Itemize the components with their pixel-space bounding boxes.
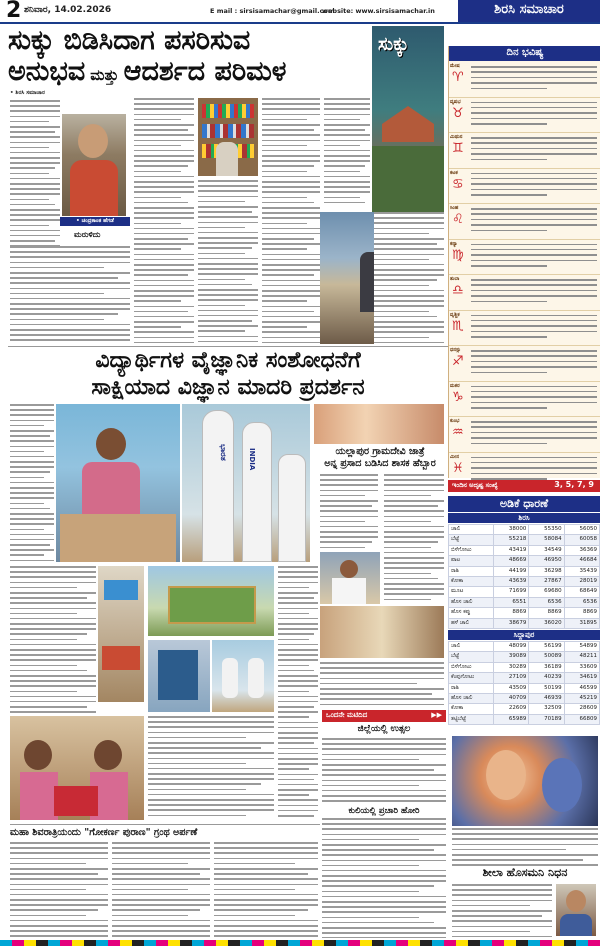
price-value: 48099 — [494, 642, 529, 652]
page-number: 2 — [6, 0, 22, 23]
horoscope-row — [449, 98, 600, 134]
science-headline-line2: ಸಾಕ್ಷಿಯಾದ ವಿಜ್ಞಾನ ಮಾದರಿ ಪ್ರದರ್ಶನ — [91, 375, 365, 400]
horoscope-row — [449, 169, 600, 205]
price-row — [449, 673, 600, 683]
price-value: 39089 — [494, 652, 529, 662]
science-body-col2 — [148, 716, 274, 820]
lead-author-photo — [62, 114, 126, 216]
ondane-body — [322, 738, 446, 804]
yellapur-headline — [312, 446, 448, 470]
yellapur-headline-line2: ಅನ್ನ ಪ್ರಸಾದ ಬಡಿಸಿದ ಶಾಸಕ ಹೆಬ್ಬಾರ — [324, 458, 436, 469]
price-value: 65989 — [494, 714, 529, 724]
science-body-col1b — [10, 566, 96, 714]
zodiac-sign-icon: ♑ — [452, 389, 464, 405]
horoscope-text — [471, 102, 597, 130]
price-value: 38679 — [494, 618, 529, 628]
zodiac-sign-icon: ♍ — [452, 247, 464, 263]
price-value: 6536 — [564, 597, 599, 607]
horoscope-list — [449, 62, 600, 488]
science-student-photo — [56, 404, 180, 562]
price-value: 69680 — [529, 587, 564, 597]
price-value: 55350 — [529, 525, 564, 535]
horoscope-text — [471, 137, 597, 165]
adike-title-bar — [448, 496, 600, 512]
zodiac-sign-icon: ♏ — [452, 318, 464, 334]
horoscope-text — [471, 173, 597, 201]
price-value: 58084 — [529, 535, 564, 545]
rocket-label-2: INDIA — [248, 448, 256, 471]
book-cover — [372, 26, 444, 212]
price-value: 55218 — [494, 535, 529, 545]
price-value: 50089 — [529, 652, 564, 662]
price-value: 54899 — [564, 642, 599, 652]
price-value: 68649 — [564, 587, 599, 597]
zodiac-sign-icon: ♐ — [452, 354, 464, 369]
ondane-box — [322, 710, 446, 722]
lead-headline-line2b: ಮತ್ತು — [90, 66, 119, 84]
zodiac-sign-name: ಮೀನ — [450, 453, 460, 460]
issue-date: ಶನಿವಾರ, 14.02.2026 — [24, 5, 112, 15]
science-display-photo — [98, 566, 144, 702]
shiva-image — [452, 736, 598, 826]
horoscope-row — [449, 311, 600, 347]
price-row — [449, 545, 600, 555]
price-value: 46599 — [564, 683, 599, 693]
shiva-body — [452, 828, 598, 868]
lead-body-col5 — [324, 98, 370, 208]
horoscope-text — [471, 244, 597, 272]
email: E mail : sirsisamachar@gmail.com — [210, 7, 335, 15]
science-rocket-photo — [182, 404, 310, 562]
price-variety: ಚಾಲಿ — [449, 525, 494, 535]
price-value: 36369 — [564, 545, 599, 555]
price-value: 6536 — [529, 597, 564, 607]
price-variety: ಕೆಂಪುಗೋಟು — [449, 673, 494, 683]
lead-body-col4 — [262, 98, 320, 344]
horoscope-text — [471, 315, 597, 343]
zodiac-sign-name: ತುಲಾ — [450, 276, 460, 282]
header-bar — [0, 0, 600, 24]
horoscope-row — [449, 275, 600, 311]
price-value: 46684 — [564, 556, 599, 566]
price-row — [449, 704, 600, 714]
price-value: 43509 — [494, 683, 529, 693]
zodiac-sign-icon: ♓ — [452, 460, 464, 476]
price-variety: ಹೊಸ ಕಪ್ಪು — [449, 608, 494, 618]
lucky-numbers: 3, 5, 7, 9 — [554, 480, 594, 489]
price-value: 44199 — [494, 566, 529, 576]
horoscope-row — [449, 133, 600, 169]
yellapur-feast-photo — [320, 606, 444, 658]
yellapur-mla-photo — [320, 552, 380, 604]
zodiac-sign-name: ಮೇಷ — [450, 63, 460, 69]
horoscope-row — [449, 417, 600, 453]
price-row — [449, 714, 600, 724]
price-value: 56199 — [529, 642, 564, 652]
lead-photo-caption: • ಚಂದ್ರಕಾಂತ ಹೆಗಡೆ — [60, 217, 130, 226]
lead-byline: • ಶಿರಸಿ ಸಮಾಚಾರ — [10, 90, 45, 96]
zodiac-sign-name: ಮಕರ — [450, 382, 460, 389]
price-value: 36189 — [529, 662, 564, 672]
horoscope-text — [471, 386, 597, 414]
price-value: 56050 — [564, 525, 599, 535]
lead-headline-line2a: ಅನುಭವ — [8, 56, 86, 87]
zodiac-sign-icon: ♒ — [452, 425, 464, 440]
horoscope-row — [449, 204, 600, 240]
price-variety: ರಾಶಿ — [449, 566, 494, 576]
lead-body-col2 — [134, 98, 194, 344]
price-value: 8869 — [529, 608, 564, 618]
website: website: www.sirsisamachar.in — [322, 7, 435, 15]
price-row — [449, 608, 600, 618]
ondane-headline: ಜಿಲ್ಲೆಯಲ್ಲಿ ಉತ್ಸಲ — [357, 724, 411, 734]
price-row — [449, 556, 600, 566]
price-row — [449, 597, 600, 607]
price-value: 28609 — [564, 704, 599, 714]
horoscope-text — [471, 279, 597, 307]
price-value: 33609 — [564, 662, 599, 672]
adike-table-2 — [448, 641, 600, 725]
zodiac-sign-icon: ♈ — [452, 70, 464, 85]
price-value: 32509 — [529, 704, 564, 714]
price-value: 50199 — [529, 683, 564, 693]
price-variety: ಚಾಲಿ — [449, 642, 494, 652]
shivaratri-body-col3 — [214, 842, 318, 938]
price-value: 28019 — [564, 577, 599, 587]
zodiac-sign-name: ವೃಷಭ — [450, 98, 461, 105]
price-value: 31895 — [564, 618, 599, 628]
right-column-body — [374, 212, 444, 344]
price-value: 34619 — [564, 673, 599, 683]
price-value: 35439 — [564, 566, 599, 576]
price-row — [449, 642, 600, 652]
horoscope-row — [449, 240, 600, 276]
lead-body-col1b — [10, 246, 130, 344]
shivaratri-body-col1 — [10, 842, 108, 938]
ondane-play-icon: ▶▶ — [431, 711, 442, 719]
price-row — [449, 535, 600, 545]
yellapur-body-col2 — [384, 474, 444, 604]
science-exhibit-photo — [148, 640, 210, 712]
zodiac-sign-name: ಮಿಥುನ — [450, 134, 463, 140]
adike-title: ಅಡಿಕೆ ಧಾರಣೆ — [499, 497, 549, 510]
lucky-number-bar — [448, 480, 600, 492]
price-value: 36020 — [529, 618, 564, 628]
yellapur-top-photo — [314, 404, 444, 444]
zodiac-sign-name: ವೃಶ್ಚಿಕ — [450, 311, 460, 318]
price-variety: ಪಾಟ — [449, 556, 494, 566]
price-value: 66809 — [564, 714, 599, 724]
price-variety: ಬೆಟ್ಟೆ — [449, 535, 494, 545]
price-value: 22609 — [494, 704, 529, 714]
horoscope-text — [471, 421, 597, 449]
price-row — [449, 566, 600, 576]
price-value: 46939 — [529, 694, 564, 704]
kuliyalli-body — [322, 818, 446, 938]
masthead — [458, 0, 600, 22]
price-row — [449, 683, 600, 693]
zodiac-sign-icon: ♋ — [452, 176, 464, 192]
lead-body-col3 — [198, 180, 258, 344]
horoscope-title-bar — [449, 46, 600, 61]
price-value: 46950 — [529, 556, 564, 566]
kuliyalli-headline: ಕುಲಿಯಲ್ಲಿ ಪ್ರಚಾರಿ ಹೋರಿ — [348, 806, 420, 816]
price-value: 40709 — [494, 694, 529, 704]
price-value: 34549 — [529, 545, 564, 555]
zodiac-sign-name: ಸಿಂಹ — [450, 205, 459, 211]
price-value: 60058 — [564, 535, 599, 545]
lucky-number-label: ಇಂದಿನ ಅದೃಷ್ಟ ಸಂಖ್ಯೆ — [452, 481, 498, 489]
shivaratri-body-col2 — [112, 842, 210, 938]
zodiac-sign-name: ಕನ್ಯಾ — [450, 240, 458, 247]
price-value: 48211 — [564, 652, 599, 662]
price-variety: ಕೋಕಾ — [449, 577, 494, 587]
rocket-label: ಭಾರತ — [219, 444, 228, 461]
price-value: 43419 — [494, 545, 529, 555]
price-variety: ಬಿಳೆಗೋಟು — [449, 662, 494, 672]
price-value: 71699 — [494, 587, 529, 597]
zodiac-sign-name: ಕಟಕ — [450, 169, 458, 176]
adike-market1: ಶಿರಸಿ — [448, 513, 600, 523]
obituary-body — [452, 884, 552, 940]
horoscope-text — [471, 350, 597, 378]
zodiac-sign-name: ಧನಸ್ಸು — [450, 347, 461, 353]
ondane-title: ಒಂದನೇ ಮಟಿದಿದ — [326, 711, 368, 719]
price-value: 40239 — [529, 673, 564, 683]
price-value: 27109 — [494, 673, 529, 683]
yellapur-caption — [320, 662, 444, 706]
science-body-col1 — [10, 404, 54, 562]
price-row — [449, 525, 600, 535]
price-value: 36298 — [529, 566, 564, 576]
price-variety: ತಟ್ಟಿಬೆಟ್ಟೆ — [449, 714, 494, 724]
science-students2-photo — [212, 640, 274, 712]
lead-headline-line1: ಸುಕ್ಕು ಬಿಡಿಸಿದಾಗ ಪಸರಿಸುವ — [8, 25, 251, 56]
zodiac-sign-icon: ♊ — [452, 141, 464, 156]
price-value: 6551 — [494, 597, 529, 607]
zodiac-sign-icon: ♎ — [452, 283, 464, 298]
science-body-col3 — [278, 566, 318, 820]
price-row — [449, 618, 600, 628]
price-value: 38000 — [494, 525, 529, 535]
price-value: 43639 — [494, 577, 529, 587]
price-variety: ಕೋಕಾ — [449, 704, 494, 714]
yellapur-headline-line1: ಯಲ್ಲಾಪುರ ಗ್ರಾಮದೇವಿ ಜಾತ್ರೆ — [335, 446, 425, 457]
horoscope-text — [471, 66, 597, 94]
price-row — [449, 662, 600, 672]
horoscope-panel — [448, 46, 600, 478]
price-variety: ಬೆಟ್ಟೆ — [449, 652, 494, 662]
book-title: ಸುಕ್ಕು — [378, 34, 409, 55]
science-headline-line1: ವಿದ್ಯಾರ್ಥಿಗಳ ವೈಜ್ಞಾನಿಕ ಸಂಶೋಧನೆಗೆ — [95, 348, 361, 373]
masthead-title: ಶಿರಸಿ ಸಮಾಚಾರ — [494, 2, 564, 17]
horoscope-row — [449, 346, 600, 382]
price-variety: ಹೊಸ ಚಾಲಿ — [449, 597, 494, 607]
zodiac-sign-name: ಕುಂಭ — [450, 418, 460, 424]
zodiac-sign-icon: ♌ — [452, 212, 464, 227]
science-model-photo — [148, 566, 274, 636]
price-value: 45219 — [564, 694, 599, 704]
price-variety: ಬಿಳೆಗೋಟು — [449, 545, 494, 555]
lead-body-col1 — [10, 100, 60, 250]
lead-headline-line2c: ಆದರ್ಶದ ಪರಿಮಳ — [123, 56, 287, 87]
price-variety: ಹೊಸ ಚಾಲಿ — [449, 694, 494, 704]
lead-author-label: ಮರುಳಿದು — [74, 230, 101, 239]
shivaratri-headline: ಮಹಾ ಶಿವರಾತ್ರಿಯಂದು "ಗೋಕರ್ಣ ಪುರಾಣ" ಗ್ರಂಥ ಅರ್ಪಣೆ — [10, 824, 320, 838]
price-variety: ಮೂಟ — [449, 587, 494, 597]
price-value: 27867 — [529, 577, 564, 587]
price-value: 30289 — [494, 662, 529, 672]
yellapur-body-col1 — [320, 474, 378, 552]
price-value: 8869 — [564, 608, 599, 618]
price-row — [449, 577, 600, 587]
price-value: 70189 — [529, 714, 564, 724]
horoscope-row — [449, 382, 600, 418]
price-variety: ರಾಶಿ — [449, 683, 494, 693]
science-headline — [8, 346, 448, 401]
lead-headline — [8, 26, 368, 90]
price-value: 8869 — [494, 608, 529, 618]
horoscope-title: ದಿನ ಭವಿಷ್ಯ — [506, 47, 544, 58]
horoscope-row — [449, 62, 600, 98]
science-students3-photo — [10, 716, 144, 820]
bottom-color-strip — [0, 940, 600, 946]
obituary-headline: ಶೀಲಾ ಹೊಸಮನಿ ನಿಧನ — [482, 866, 568, 879]
obituary-photo — [556, 884, 596, 936]
adike-panel — [448, 496, 600, 734]
horoscope-text — [471, 208, 597, 236]
price-row — [449, 652, 600, 662]
price-value: 48669 — [494, 556, 529, 566]
zodiac-sign-icon: ♉ — [452, 105, 464, 121]
adike-table-1 — [448, 524, 600, 629]
bookshelf-photo — [198, 98, 258, 176]
price-row — [449, 587, 600, 597]
price-variety: ಹಳೆ ಚಾಲಿ — [449, 618, 494, 628]
price-row — [449, 694, 600, 704]
adike-market2: ಸಿದ್ದಾಪುರ — [448, 630, 600, 640]
